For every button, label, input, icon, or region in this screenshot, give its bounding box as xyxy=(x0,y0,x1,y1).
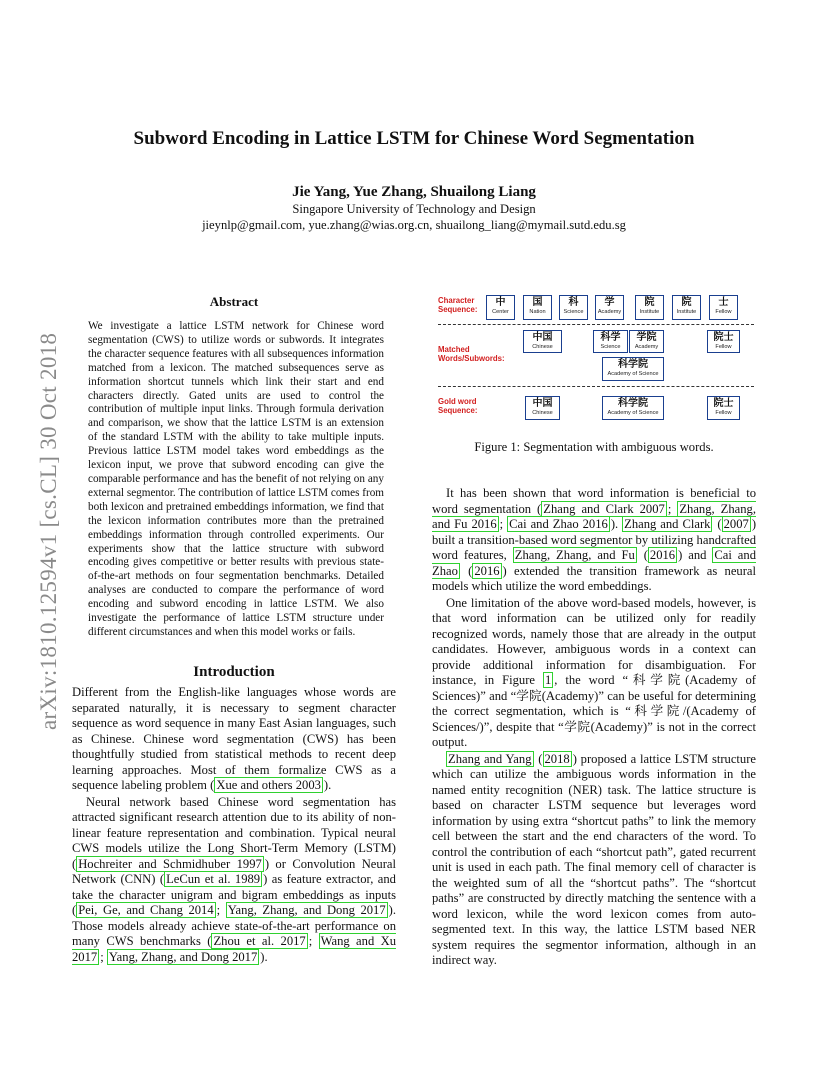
citation-link[interactable]: Cai and Zhao xyxy=(432,548,756,578)
character-box: 科 Science xyxy=(559,295,588,320)
row-label-gold-sequence: Gold word Sequence: xyxy=(438,397,478,415)
matched-word-box: 科学院 Academy of Science xyxy=(602,357,664,381)
arxiv-identifier[interactable]: arXiv:1810.12594v1 [cs.CL] 30 Oct 2018 xyxy=(36,332,61,730)
citation-link[interactable]: Xue and others 2003 xyxy=(216,778,321,792)
author-emails: jieynlp@gmail.com, yue.zhang@wias.org.cn, shuailong_liang@mymail.sutd.edu.sg xyxy=(202,218,626,232)
figure-1-caption: Figure 1: Segmentation with ambiguous words. xyxy=(474,440,714,454)
intro-paragraph-2: Neural network based Chinese word segmentation has attracted significant research attention due to its ability of non-linear feature representation and combination. Typical neural CWS models utilize the Long Short-Term Memory (LSTM) ( Hochreiter and Schmidhuber 1997 ) or Convolution Neural Network (CNN) ( LeCun et al. 1989 ) as feature extractor, and take the character unigram and bigram embeddings as inputs ( Pei, Ge, and Chang 2014 ; Yang, Zhang, and Dong 2017 ). Those models already achieve state-of-the-art performance on many CWS benchmarks ( Zhou et al. 2017 ; Wang and Xu 2017 ; Yang, Zhang, and Dong 2017 ). xyxy=(72,794,397,964)
character-box: 学 Academy xyxy=(595,295,624,320)
citation-link[interactable]: Zhang and Clark xyxy=(624,517,711,531)
citation-link[interactable]: Wang and Xu 2017 xyxy=(72,934,397,964)
figure-1-segmentation-diagram xyxy=(432,290,756,430)
citation-link[interactable]: 2007 xyxy=(723,517,749,531)
citation-link[interactable]: 2016 xyxy=(649,548,676,562)
character-box: 院 Institute xyxy=(635,295,664,320)
citation-link[interactable]: Zhang, Zhang, and Fu xyxy=(514,548,635,562)
affiliation: Singapore University of Technology and Design xyxy=(292,202,536,216)
matched-word-box: 中国 Chinese xyxy=(523,330,562,353)
citation-link[interactable]: Hochreiter and Schmidhuber 1997 xyxy=(78,856,262,871)
citation-link[interactable]: Cai and Zhao 2016 xyxy=(509,517,608,531)
matched-word-box: 学院 Academy xyxy=(629,330,664,353)
row-label-character-sequence: Character Sequence: xyxy=(438,296,478,314)
citation-link[interactable]: 2016 xyxy=(474,563,500,578)
abstract-text: We investigate a lattice LSTM network for Chinese word segmentation (CWS) to utilize words or subwords. It integrates the character sequence features with all subsequences information matched from a lexicon. The matched subsequences serve as information shortcut tunnels which link their start and end characters directly. Gated units are used to control the contribution of multiple input links. Through formula derivation and comparison, we show that the lattice LSTM is an extension of the standard LSTM with the ability to take multiple inputs. Previous lattice LSTM model takes word embeddings as the lexicon input, we prove that subword encoding can give the comparable performance and has the benefit of not relying on any external segmentor. The contribution of lattice LSTM comes from both lexicon and pretrained embeddings information, we find that the lexicon information contributes more than the pretrained embeddings information through controlled experiments. Our experiments show that the lattice structure with subword encoding gives competitive or better results with previous state-of-the-art methods on four segmentation benchmarks. Detailed analyses are conducted to compare the performance of word encoding and subword encoding in lattice LSTM. We also investigate the performance of lattice LSTM structure under different circumstances and when this model works or fails. xyxy=(88,320,384,638)
introduction-heading: Introduction xyxy=(193,664,275,680)
character-box: 国 Nation xyxy=(523,295,552,320)
intro-paragraph-5: Zhang and Yang ( 2018 ) proposed a lattice LSTM structure which can utilize the ambiguous words information in the named entity recognition (NER) task. The lattice structure is based on character LSTM sequence but leverages word information by using extra “shortcut paths” to link the memory cell between the start and the end characters of the word. To control the contribution of each “shortcut path”, gated recurrent unit is used in each path. The final memory cell of character is the weighted sum of all the “shortcut paths”. The “shortcut paths” are constructed by directly matching the sentence with a word lexicon, while the word lexicon comes from auto-segmented text. In this way, the lattice LSTM based NER system requires the segmentor information, although in an indirect way. xyxy=(432,751,757,967)
citation-link[interactable]: Zhang and Clark 2007 xyxy=(543,501,665,516)
intro-paragraph-4: One limitation of the above word-based models, however, is that word information can be utilized only for readily recognized words, namely those that are already in the output candidates. However, ambiguous words in a context can provide additional information for disambiguation. For instance, in Figure 1 , the word “科学院(Academy of Sciences)” and “学院(Academy)” can be useful for determining the correct segmentation, which is “科学院/(Academy of Sciences/)”, despite that “学院(Academy)” is not in the correct output. xyxy=(432,595,756,749)
gold-word-box: 科学院 Academy of Science xyxy=(602,396,664,420)
character-box: 院 Institute xyxy=(672,295,701,320)
authors: Jie Yang, Yue Zhang, Shuailong Liang xyxy=(292,184,536,200)
citation-link[interactable]: Yang, Zhang, and Dong 2017 xyxy=(108,949,258,964)
introduction-left-column xyxy=(72,685,396,965)
figure-reference-link[interactable]: 1 xyxy=(544,673,552,687)
matched-word-box: 院士 Fellow xyxy=(707,330,740,353)
citation-link[interactable]: Zhou et al. 2017 xyxy=(213,934,306,948)
gold-word-box: 中国 Chinese xyxy=(525,396,560,420)
citation-link[interactable]: Pei, Ge, and Chang 2014 xyxy=(78,903,214,917)
paper-title: Subword Encoding in Lattice LSTM for Chinese Word Segmentation xyxy=(133,128,695,149)
intro-paragraph-1: Different from the English-like languages whose words are separated naturally, it is necessary to segment character sequence as word sequence in many East Asian languages, such as Chinese. Chinese word segmentation (CWS) has been thoughtfully studied from statistical methods to recent deep learning approaches. Most of them formalize CWS as a sequence labeling problem ( Xue and others 2003 ). xyxy=(72,685,396,792)
gold-word-box: 院士 Fellow xyxy=(707,396,740,420)
abstract-heading: Abstract xyxy=(209,294,259,309)
matched-word-box: 科学 Science xyxy=(593,330,628,353)
citation-link[interactable]: Yang, Zhang, and Dong 2017 xyxy=(227,903,386,917)
row-label-matched-words: Matched Words/Subwords: xyxy=(438,345,505,363)
citation-link[interactable]: 2018 xyxy=(544,751,570,766)
character-box: 中 Center xyxy=(486,295,515,320)
citation-link[interactable]: Zhang and Yang xyxy=(448,751,532,766)
dashed-separator xyxy=(438,386,754,387)
citation-link[interactable]: LeCun et al. 1989 xyxy=(166,872,261,886)
intro-paragraph-3: It has been shown that word information is beneficial to word segmentation ( Zhang and Clark 2007 ; Zhang, Zhang, and Fu 2016 ; Cai and Zhao 2016 ). Zhang and Clark ( 2007 ) built a transition-based word segmentor by utilizing handcrafted word features, Zhang, Zhang, and Fu ( 2016 ) and Cai and Zhao ( 2016 ) extended the transition framework as neural models which utilize the word embeddings. xyxy=(432,486,757,593)
citation-link[interactable]: Zhang, Zhang, and Fu 2016 xyxy=(432,501,756,531)
character-box: 士 Fellow xyxy=(709,295,738,320)
introduction-right-column xyxy=(432,486,756,969)
dashed-separator xyxy=(438,324,754,325)
